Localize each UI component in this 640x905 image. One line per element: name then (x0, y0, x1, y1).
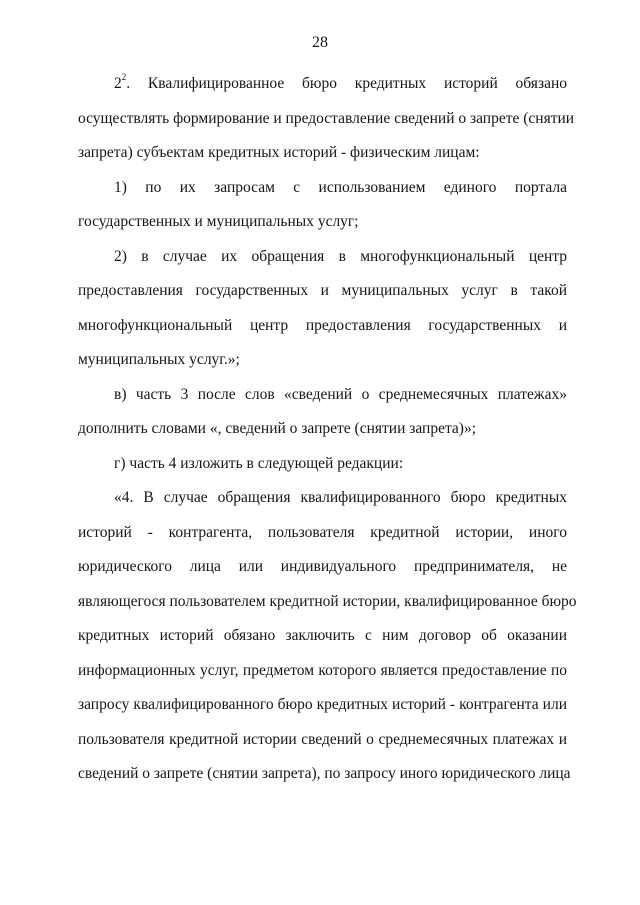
text-line: дополнить словами «, сведений о запрете (снятии запрета)»; (78, 420, 477, 437)
text-line: 1) по их запросам с использованием единого портала (114, 178, 567, 196)
text-line: юридического лица или индивидуального предпринимателя, не (78, 558, 567, 575)
text-line: осуществлять формирование и предоставление сведений о запрете (снятии (78, 109, 575, 127)
text-line: 2) в случае их обращения в многофункциональный центр (114, 247, 567, 265)
text-line: «4. В случае обращения квалифицированного бюро кредитных (114, 489, 567, 506)
text-line: запрета) субъектам кредитных историй - физическим лицам: (78, 144, 480, 161)
body-text (78, 67, 577, 792)
text-line: в) часть 3 после слов «сведений о среднемесячных платежах» (114, 385, 567, 403)
paragraph (78, 378, 567, 447)
text-line: муниципальных услуг.»; (78, 351, 240, 368)
superscript: 2 (121, 71, 127, 82)
text-line: государственных и муниципальных услуг; (78, 213, 359, 230)
text-line: являющегося пользователем кредитной истории, квалифицированное бюро (78, 592, 577, 610)
text-line: пользователя кредитной истории сведений о среднемесячных платежах и (78, 730, 567, 748)
paragraph (78, 240, 567, 378)
text-line: многофункциональный центр предоставления государственных и (78, 316, 567, 334)
list-marker: 2 (114, 75, 122, 92)
text-line: предоставления государственных и муниципальных услуг в такой (78, 282, 567, 299)
text-line: запросу квалифицированного бюро кредитных историй - контрагента или (78, 696, 567, 713)
paragraph (78, 481, 577, 792)
text-line: г) часть 4 изложить в следующей редакции: (114, 454, 404, 472)
page-number: 28 (312, 34, 328, 51)
text-line: историй - контрагента, пользователя кредитной истории, иного (78, 523, 567, 541)
paragraph (78, 67, 575, 171)
text-line (78, 67, 567, 102)
text-line: сведений о запрете (снятии запрета), по запросу иного юридического лица (78, 765, 571, 782)
paragraph (78, 447, 567, 482)
text-line: кредитных историй обязано заключить с ним договор об оказании (78, 627, 567, 644)
paragraph (78, 171, 567, 240)
text-line: информационных услуг, предметом которого является предоставление по (78, 661, 567, 679)
line-text: . Квалифицированное бюро кредитных историй обязано (126, 75, 567, 92)
